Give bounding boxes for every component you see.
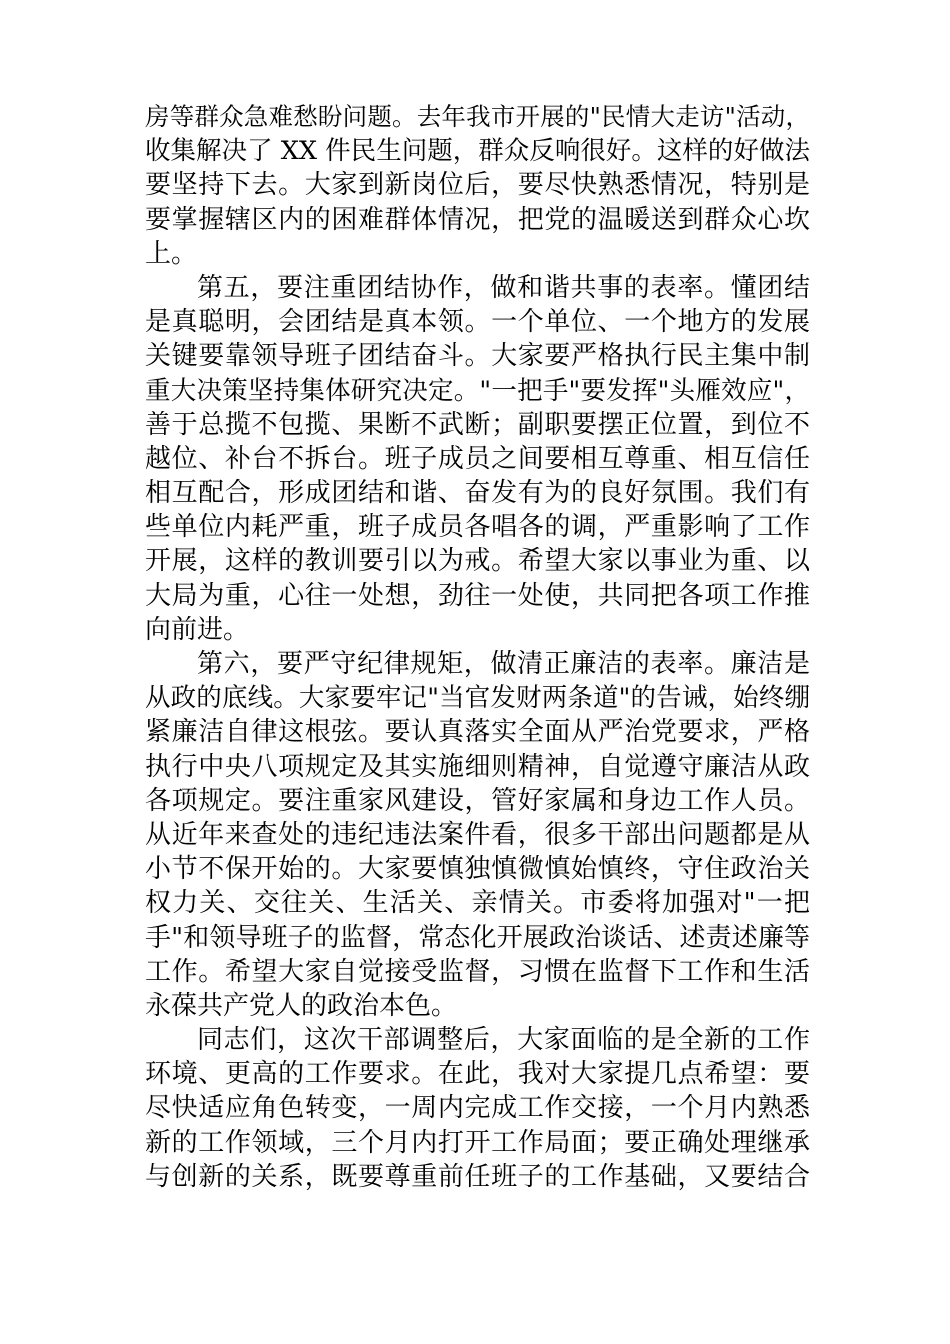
text-line: 与创新的关系，既要尊重前任班子的工作基础，又要结合: [145, 1161, 810, 1192]
text-line: 相互配合，形成团结和谐、奋发有为的良好氛围。我们有: [145, 478, 810, 509]
text-line: 环境、更高的工作要求。在此，我对大家提几点希望：要: [145, 1059, 810, 1090]
text-line: 权力关、交往关、生活关、亲情关。市委将加强对"一把: [145, 888, 810, 919]
text-line: 要坚持下去。大家到新岗位后，要尽快熟悉情况，特别是: [145, 170, 810, 201]
text-line: 关键要靠领导班子团结奋斗。大家要严格执行民主集中制: [145, 341, 810, 372]
text-line: 第六，要严守纪律规矩，做清正廉洁的表率。廉洁是: [197, 649, 810, 679]
text-line: 手"和领导班子的监督，常态化开展政治谈话、述责述廉等: [145, 922, 810, 953]
text-line: 执行中央八项规定及其实施细则精神，自觉遵守廉洁从政: [145, 751, 810, 782]
text-line: 上。: [145, 238, 198, 269]
text-line: 要掌握辖区内的困难群体情况，把党的温暖送到群众心坎: [145, 204, 810, 235]
text-line: 善于总揽不包揽、果断不武断；副职要摆正位置，到位不: [145, 409, 810, 440]
text-line: 小节不保开始的。大家要慎独慎微慎始慎终，守住政治关: [145, 854, 810, 885]
text-line: 新的工作领域，三个月内打开工作局面；要正确处理继承: [145, 1127, 810, 1158]
text-line: 是真聪明，会团结是真本领。一个单位、一个地方的发展: [145, 307, 810, 338]
text-line: 些单位内耗严重，班子成员各唱各的调，严重影响了工作: [145, 512, 810, 543]
text-line: 工作。希望大家自觉接受监督，习惯在监督下工作和生活: [145, 956, 810, 987]
text-line: 大局为重，心往一处想，劲往一处使，共同把各项工作推: [145, 580, 810, 611]
text-line: 尽快适应角色转变，一周内完成工作交接，一个月内熟悉: [145, 1093, 810, 1124]
text-line: 房等群众急难愁盼问题。去年我市开展的"民情大走访"活动，: [145, 102, 810, 131]
text-line: 从近年来查处的违纪违法案件看，很多干部出问题都是从: [145, 819, 810, 850]
text-line: 向前进。: [145, 614, 250, 645]
text-line: 收集解决了 XX 件民生问题，群众反响很好。这样的好做法: [145, 136, 810, 167]
text-line: 同志们，这次干部调整后，大家面临的是全新的工作: [197, 1025, 810, 1056]
text-line: 越位、补台不拆台。班子成员之间要相互尊重、相互信任: [145, 443, 810, 474]
text-line: 重大决策坚持集体研究决定。"一把手"要发挥"头雁效应"，: [145, 375, 810, 406]
text-line: 从政的底线。大家要牢记"当官发财两条道"的告诫，始终绷: [145, 683, 810, 714]
document-body: [145, 100, 810, 1194]
text-line: 各项规定。要注重家风建设，管好家属和身边工作人员。: [145, 785, 810, 816]
text-line: 永葆共产党人的政治本色。: [145, 990, 458, 1021]
text-line: 紧廉洁自律这根弦。要认真落实全面从严治党要求，严格: [145, 717, 810, 748]
text-line: 第五，要注重团结协作，做和谐共事的表率。懂团结: [197, 272, 810, 303]
text-line: 开展，这样的教训要引以为戒。希望大家以事业为重、以: [145, 546, 810, 577]
